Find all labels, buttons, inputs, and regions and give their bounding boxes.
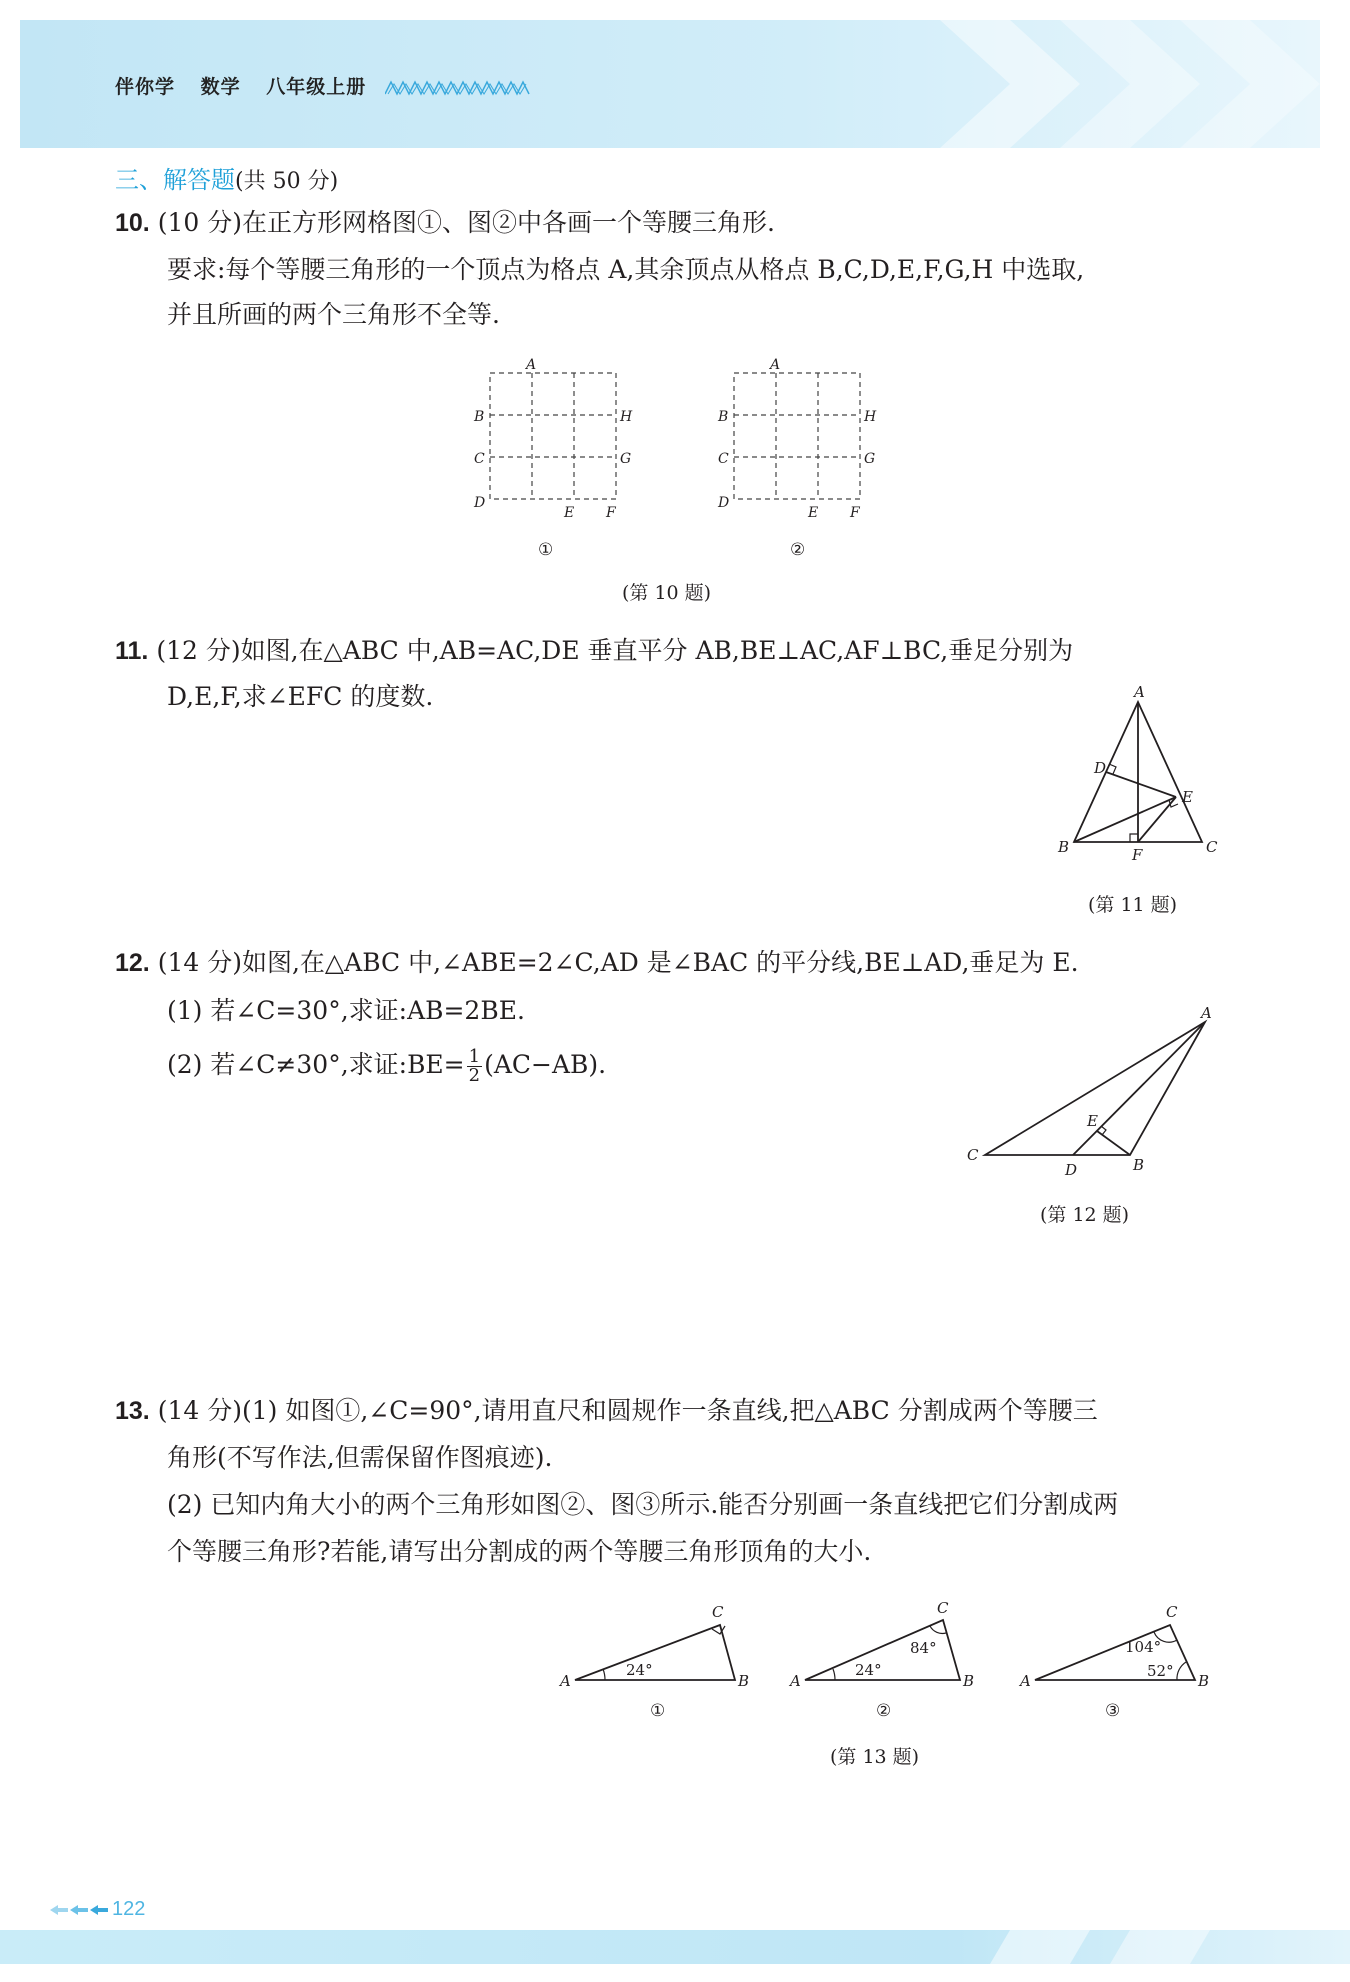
- q13-caption: (第 13 题): [830, 1746, 920, 1768]
- q10-caption: (第 10 题): [622, 582, 712, 604]
- q13-f2-angle-a: 24°: [855, 1661, 882, 1679]
- q12-caption: (第 12 题): [1040, 1204, 1130, 1226]
- q13-f1-C: C: [712, 1603, 724, 1621]
- q12-part1: (1) 若∠C=30°,求证:AB=2BE.: [167, 996, 525, 1025]
- q13-f1-angle: 24°: [626, 1661, 653, 1679]
- q10-g1-C: C: [474, 451, 485, 467]
- q10-number: 10.: [115, 209, 150, 237]
- q10-g1-B: B: [474, 409, 485, 425]
- arrows-icon: [50, 1903, 110, 1917]
- q12-label-A: A: [1201, 1004, 1212, 1022]
- q13-f1-B: B: [738, 1672, 750, 1690]
- q13-triangle-2: [805, 1620, 960, 1680]
- q13-figures: [550, 1585, 1240, 1735]
- q13-line4: 个等腰三角形?若能,请写出分割成的两个等腰三角形顶角的大小.: [167, 1537, 872, 1566]
- q13-f3-angle-c: 104°: [1125, 1638, 1162, 1656]
- q12-part2: (2) 若∠C≠30°,求证:BE= $\frac{1}{2}$ (AC−AB).: [167, 1046, 607, 1086]
- q13-f2-B: B: [963, 1672, 975, 1690]
- q10-line3: 并且所画的两个三角形不全等.: [167, 300, 500, 329]
- q11-label-C: C: [1206, 838, 1218, 856]
- q11-label-E: E: [1182, 788, 1193, 806]
- q11-label-D: D: [1094, 759, 1107, 777]
- q10-fig1-label: ①: [538, 540, 554, 560]
- q10-figures: [460, 355, 880, 570]
- q13-f2-A: A: [790, 1672, 801, 1690]
- q12-label-E: E: [1087, 1112, 1098, 1130]
- q10-g2-A: A: [770, 357, 781, 373]
- q11-line1: 11. (12 分)如图,在△ABC 中,AB=AC,DE 垂直平分 AB,BE⊥AC,AF⊥BC,垂足分别为: [115, 636, 1074, 665]
- q10-g2-H: H: [864, 409, 877, 425]
- q10-g1-G: G: [620, 451, 632, 467]
- q10-g1-H: H: [620, 409, 633, 425]
- q12-fraction: $\frac{1}{2}$: [468, 1046, 481, 1086]
- q12-label-D: D: [1065, 1161, 1078, 1179]
- q10-g1-D: D: [474, 495, 486, 511]
- q10-g2-B: B: [718, 409, 729, 425]
- footer-band: [0, 1930, 1350, 1964]
- q11-figure: [1050, 680, 1230, 865]
- q13-line3: (2) 已知内角大小的两个三角形如图②、图③所示.能否分别画一条直线把它们分割成两: [167, 1490, 1119, 1519]
- header-book: 伴你学: [115, 76, 176, 98]
- q10-grid-2: [734, 373, 860, 499]
- q13-fig3-label: ③: [1105, 1701, 1121, 1721]
- q12-figure: [955, 1000, 1230, 1185]
- q10-g2-C: C: [718, 451, 729, 467]
- q11-number: 11.: [115, 637, 149, 665]
- q11-caption: (第 11 题): [1088, 894, 1178, 916]
- q13-line2: 角形(不写作法,但需保留作图痕迹).: [167, 1443, 553, 1472]
- q10-line2: 要求:每个等腰三角形的一个顶点为格点 A,其余顶点从格点 B,C,D,E,F,G,H 中选取,: [167, 255, 1085, 284]
- page-number: 122: [112, 1898, 146, 1920]
- q13-f1-A: A: [560, 1672, 571, 1690]
- q10-g1-F: F: [606, 505, 616, 521]
- q10-g2-F: F: [850, 505, 860, 521]
- q13-f3-C: C: [1166, 1603, 1178, 1621]
- q10-g2-E: E: [808, 505, 819, 521]
- q13-fig1-label: ①: [650, 1701, 666, 1721]
- q11-label-F: F: [1132, 846, 1143, 864]
- q10-g2-D: D: [718, 495, 730, 511]
- q13-f2-angle-c: 84°: [910, 1639, 937, 1657]
- q11-line2: D,E,F,求∠EFC 的度数.: [167, 682, 434, 711]
- q10-grid-1: [490, 373, 616, 499]
- q13-triangle-1: [575, 1625, 735, 1680]
- footer-decoration: [0, 1930, 1350, 1964]
- q13-line1: 13. (14 分)(1) 如图①,∠C=90°,请用直尺和圆规作一条直线,把△ABC 分割成两个等腰三: [115, 1396, 1098, 1425]
- q13-f3-B: B: [1198, 1672, 1210, 1690]
- q11-label-B: B: [1058, 838, 1070, 856]
- q10-fig2-label: ②: [790, 540, 806, 560]
- q12-label-C: C: [967, 1146, 979, 1164]
- q13-f3-A: A: [1020, 1672, 1031, 1690]
- q12-label-B: B: [1133, 1156, 1145, 1174]
- section-title: 三、解答题(共 50 分): [115, 166, 339, 194]
- q10-g1-E: E: [564, 505, 575, 521]
- zigzag-decoration: [385, 78, 530, 96]
- q13-f3-angle-b: 52°: [1147, 1662, 1174, 1680]
- q13-fig2-label: ②: [876, 1701, 892, 1721]
- header-subject: 数学: [200, 76, 241, 98]
- q12-line1: 12. (14 分)如图,在△ABC 中,∠ABE=2∠C,AD 是∠BAC 的平分线,BE⊥AD,垂足为 E.: [115, 948, 1079, 977]
- header-grade: 八年级上册: [266, 76, 367, 98]
- q10-line1: 10. (10 分)在正方形网格图①、图②中各画一个等腰三角形.: [115, 208, 775, 237]
- q10-g1-A: A: [526, 357, 537, 373]
- q13-f2-C: C: [937, 1599, 949, 1617]
- q11-label-A: A: [1134, 683, 1145, 701]
- q13-number: 13.: [115, 1397, 150, 1425]
- q12-number: 12.: [115, 949, 150, 977]
- q10-g2-G: G: [864, 451, 876, 467]
- header-title: [115, 72, 384, 99]
